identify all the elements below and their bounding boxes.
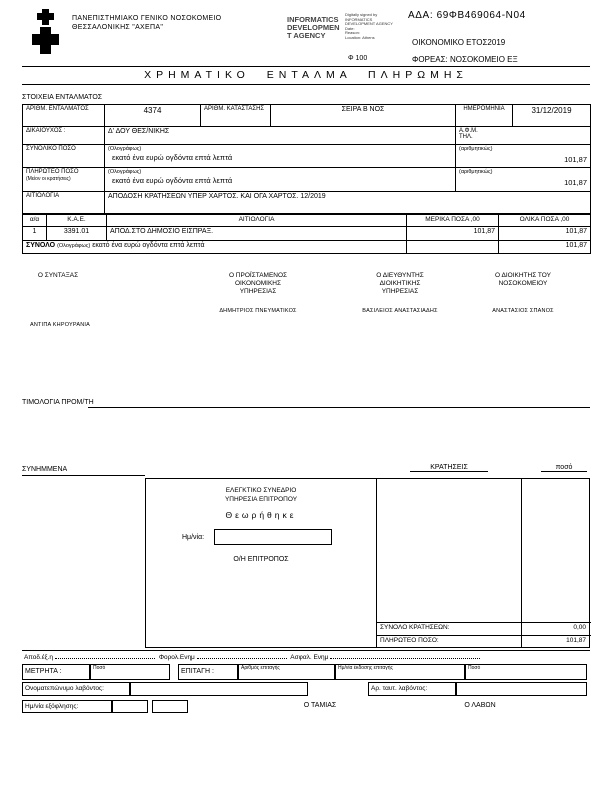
clearances-row: [24, 653, 590, 661]
hospital-name-line1: ΠΑΝΕΠΙΣΤΗΜΙΑΚΟ ΓΕΝΙΚΟ ΝΟΣΟΚΟΜΕΙΟ: [72, 15, 222, 22]
payable-in-words-cell: [105, 168, 456, 192]
in-figures-label: (αριθμητικώς): [459, 146, 493, 152]
dotted-leader: [197, 653, 287, 659]
kae-row-kae: 3391.01: [47, 227, 107, 241]
signature-title-hospital-governor: [470, 272, 576, 288]
finance-head-line: Ο ΠΡΟΪΣΤΑΜΕΝΟΣ: [228, 272, 288, 279]
payoff-date-field-2: [152, 700, 188, 713]
kae-row-total: 101,87: [499, 227, 591, 241]
payable-sublabel: (Μείον οι κρατήσεις): [26, 176, 71, 182]
governor-line: Ο ΔΙΟΙΚΗΤΗΣ ΤΟΥ: [495, 272, 551, 279]
admin-director-line: ΥΠΗΡΕΣΙΑΣ: [381, 288, 419, 295]
statement-no-label: ΑΡΙΘΜ. ΚΑΤΑΣΤΑΣΗΣ: [201, 105, 271, 127]
dotted-leader: [55, 653, 155, 659]
signatory-name-governor: ΑΝΑΣΤΑΣΙΟΣ ΣΠΑΝΟΣ: [492, 308, 554, 314]
signature-text-line: INFORMATICS: [345, 16, 373, 22]
series-value: ΣΕΙΡΑ Β ΝΟΣ: [271, 105, 456, 127]
divider: [22, 66, 590, 67]
beneficiary-value: Δ' ΔΟΥ ΘΕΣ/ΝΙΚΗΣ: [105, 127, 456, 145]
cash-amount-field: [90, 664, 170, 680]
payoff-date-field-1: [112, 700, 148, 713]
kae-header-total: ΟΛΙΚΑ ΠΟΣΑ ,00: [499, 215, 591, 227]
hospital-name-line2: ΘΕΣΣΑΛΟΝΙΚΗΣ "ΑΧΕΠΑ": [72, 24, 164, 31]
kae-row-index: 1: [23, 227, 47, 241]
recipient-id-field: [456, 682, 587, 696]
kae-header-reason: ΑΙΤΙΟΛΟΓΙΑ: [107, 215, 407, 227]
cash-label: ΜΕΤΡΗΤΑ :: [22, 664, 90, 680]
deductions-header: ΚΡΑΤΗΣΕΙΣ: [410, 464, 488, 472]
payable-label: ΠΛΗΡΩΤΕΟ ΠΟΣΟ: [26, 169, 79, 175]
cash-amount-field-label: Ποσό: [93, 665, 106, 671]
payable-amount-value: 101,87: [564, 178, 588, 187]
signature-title-drafter: Ο ΣΥΝΤΑΞΑΣ: [37, 272, 79, 279]
payable-in-words: εκατό ένα ευρώ ογδόντα επτά λεπτά: [112, 176, 233, 185]
agency-stamp-line: T AGENCY: [287, 31, 326, 40]
kae-table: [22, 214, 591, 254]
deductions-amount-header: ποσό: [541, 464, 587, 472]
afm-label: Α.Φ.Μ.: [459, 128, 478, 134]
payoff-date-label: Ημ/νία εξόφλησης:: [22, 700, 112, 713]
net-payable-label: ΠΛΗΡΩΤΕΟ ΠΟΣΟ:: [380, 637, 439, 644]
afm-tel-cell: [456, 127, 591, 145]
entity-label: ΦΟΡΕΑΣ: ΝΟΣΟΚΟΜΕΙΟ ΕΞ: [412, 55, 518, 64]
kae-total-in-words: εκατό ένα ευρώ ογδόντα επτά λεπτά: [92, 242, 205, 249]
governor-line: ΝΟΣΟΚΟΜΕΙΟΥ: [498, 280, 548, 287]
total-in-words-cell: [105, 145, 456, 168]
signature-text-line: Digitally signed by: [345, 12, 378, 17]
insurance-clearance-label: Ασφαλ. Ενημ: [290, 654, 329, 661]
signature-text-line: DEVELOPMENT AGENCY: [345, 21, 393, 27]
recipient-id-label: Αρ. ταυτ. λαβόντος:: [368, 682, 456, 696]
in-words-label: (Ολογράφως): [108, 169, 142, 175]
check-issue-date-field: [335, 664, 465, 680]
agency-stamp-line: DEVELOPMEN: [287, 23, 340, 32]
attachments-fill-line: [22, 475, 145, 476]
warrant-details-table: [22, 104, 591, 214]
finance-head-line: ΥΠΗΡΕΣΙΑΣ: [239, 288, 277, 295]
section-label-details: ΣΤΟΙΧΕΙΑ ΕΝΤΑΛΜΑΤΟΣ: [22, 94, 103, 101]
commissioner-title: Ο/Η ΕΠΙΤΡΟΠΟΣ: [233, 556, 289, 563]
tax-clearance-label: Φορολ.Ενημ: [158, 654, 195, 661]
kae-total-label: ΣΥΝΟΛΟ: [26, 242, 56, 249]
deductions-total-label: ΣΥΝΟΛΟ ΚΡΑΤΗΣΕΩΝ:: [380, 624, 450, 631]
signatory-name-finance-head: ΔΗΜΗΤΡΙΟΣ ΠΝΕΥΜΑΤΙΚΟΣ: [219, 308, 297, 314]
deductions-total-amount: 0,00: [573, 624, 586, 631]
audit-date-field: [214, 529, 332, 545]
kae-header-partial: ΜΕΡΙΚΑ ΠΟΣΑ ,00: [407, 215, 499, 227]
signature-text-line: Reason:: [345, 30, 360, 36]
in-words-label: (Ολογράφως): [108, 146, 142, 152]
total-amount-value: 101,87: [564, 155, 588, 164]
beneficiary-label: ΔΙΚΑΙΟΥΧΟΣ :: [23, 127, 105, 145]
document-title: ΧΡΗΜΑΤΙΚΟ ΕΝΤΑΛΜΑ ΠΛΗΡΩΜΗΣ: [144, 69, 468, 81]
warrant-no-label: ΑΡΙΘΜ. ΕΝΤΑΛΜΑΤΟΣ: [23, 105, 105, 127]
invoices-fill-line: [88, 407, 590, 408]
signature-title-admin-director: [352, 272, 448, 296]
in-figures-label: (αριθμητικώς): [459, 169, 493, 175]
invoices-label: ΤΙΜΟΛΟΓΙΑ ΠΡΟΜ/ΤΗ: [22, 399, 94, 406]
kae-row-partial: 101,87: [407, 227, 499, 241]
divider: [22, 84, 590, 85]
audit-court-line2: ΥΠΗΡΕΣΙΑ ΕΠΙΤΡΟΠΟΥ: [224, 496, 298, 503]
audit-and-deductions-box: [145, 478, 590, 648]
date-label: ΗΜΕΡΟΜΗΝΙΑ: [456, 105, 513, 127]
check-amount-field-label: Ποσό: [468, 665, 481, 671]
form-code: Φ 100: [348, 55, 368, 62]
approved-stamp-text: Θεωρήθηκε: [225, 510, 297, 520]
kae-row-reason: ΑΠΟΔ.ΣΤΟ ΔΗΜΟΣΙΟ ΕΙΣΠΡΑΞ.: [107, 227, 407, 241]
recipient-name-label: Ονοματεπώνυμο λαβόντος:: [22, 682, 130, 696]
divider: [376, 635, 591, 636]
kae-header-kae: Κ.Α.Ε.: [47, 215, 107, 227]
total-amount-label: ΣΥΝΟΛΙΚΟ ΠΟΣΟ: [23, 145, 105, 168]
check-label: ΕΠΙΤΑΓΗ :: [178, 664, 238, 680]
date-value: 31/12/2019: [513, 105, 591, 127]
receipts-label: Αποδ.έξ.η: [24, 654, 53, 661]
kae-total-partial-empty: [407, 241, 499, 254]
ada-number: ΑΔΑ: 69ΦΒ469064-Ν04: [408, 10, 526, 21]
kae-total-amount: 101,87: [499, 241, 591, 254]
check-issue-date-field-label: Ημ/νία έκδοσης επιταγής: [338, 665, 393, 671]
payable-amount-label: [23, 168, 105, 192]
finance-head-line: ΟΙΚΟΝΟΜΙΚΗΣ: [234, 280, 282, 287]
attachments-label: ΣΥΝΗΜΜΕΝΑ: [22, 466, 68, 473]
kae-header-index: α/α: [23, 215, 47, 227]
signature-text-line: Date:: [345, 25, 355, 31]
admin-director-line: Ο ΔΙΕΥΘΥΝΤΗΣ: [376, 272, 424, 279]
diavgeia-agency-stamp: [287, 16, 340, 40]
net-payable-amount: 101,87: [566, 637, 586, 644]
signature-text-line: Location: Athens: [345, 34, 375, 40]
divider: [22, 650, 590, 651]
kae-total-words-label: (Ολογράφως): [57, 243, 91, 249]
check-number-field: [238, 664, 335, 680]
payable-in-figures-cell: [456, 168, 591, 192]
divider: [376, 622, 591, 623]
warrant-no-value: 4374: [105, 105, 201, 127]
reason-value: ΑΠΟΔΟΣΗ ΚΡΑΤΗΣΕΩΝ ΥΠΕΡ ΧΑΡΤΟΣ. ΚΑΙ ΟΓΑ ΧΑΡΤΟΣ. 12/2019: [105, 192, 591, 214]
admin-director-line: ΔΙΟΙΚΗΤΙΚΗΣ: [379, 280, 421, 287]
agency-stamp-line: INFORMATICS: [287, 15, 339, 24]
hospital-name: [72, 14, 282, 32]
signature-title-finance-head: [205, 272, 311, 296]
signatory-name-admin-director: ΒΑΣΙΛΕΙΟΣ ΑΝΑΣΤΑΣΙΑΔΗΣ: [362, 308, 438, 314]
cashier-title: Ο ΤΑΜΙΑΣ: [303, 702, 337, 709]
audit-date-label: Ημ/νία:: [182, 534, 205, 541]
reason-label: ΑΙΤΙΟΛΟΓΙΑ: [23, 192, 105, 214]
check-amount-field: [465, 664, 587, 680]
fiscal-year: ΟΙΚΟΝΟΜΙΚΟ ΕΤΟΣ2019: [412, 38, 506, 47]
audit-court-line1: ΕΛΕΓΚΤΙΚΟ ΣΥΝΕΔΡΙΟ: [225, 487, 297, 494]
total-in-figures-cell: [456, 145, 591, 168]
hospital-cross-logo-icon: [28, 9, 62, 55]
signatory-name-drafter: ΑΝΤΙΠΑ ΚΗΡΟΥΡΑΝΙΑ: [30, 322, 90, 328]
kae-total-cell: [23, 241, 407, 254]
check-number-field-label: Αριθμός επιταγής: [241, 665, 280, 671]
dotted-leader: [330, 653, 480, 659]
recipient-name-field: [130, 682, 308, 696]
tel-label: ΤΗΛ.: [459, 134, 473, 140]
total-in-words: εκατό ένα ευρώ ογδόντα επτά λεπτά: [112, 153, 233, 162]
receiver-title: Ο ΛΑΒΩΝ: [464, 702, 496, 709]
